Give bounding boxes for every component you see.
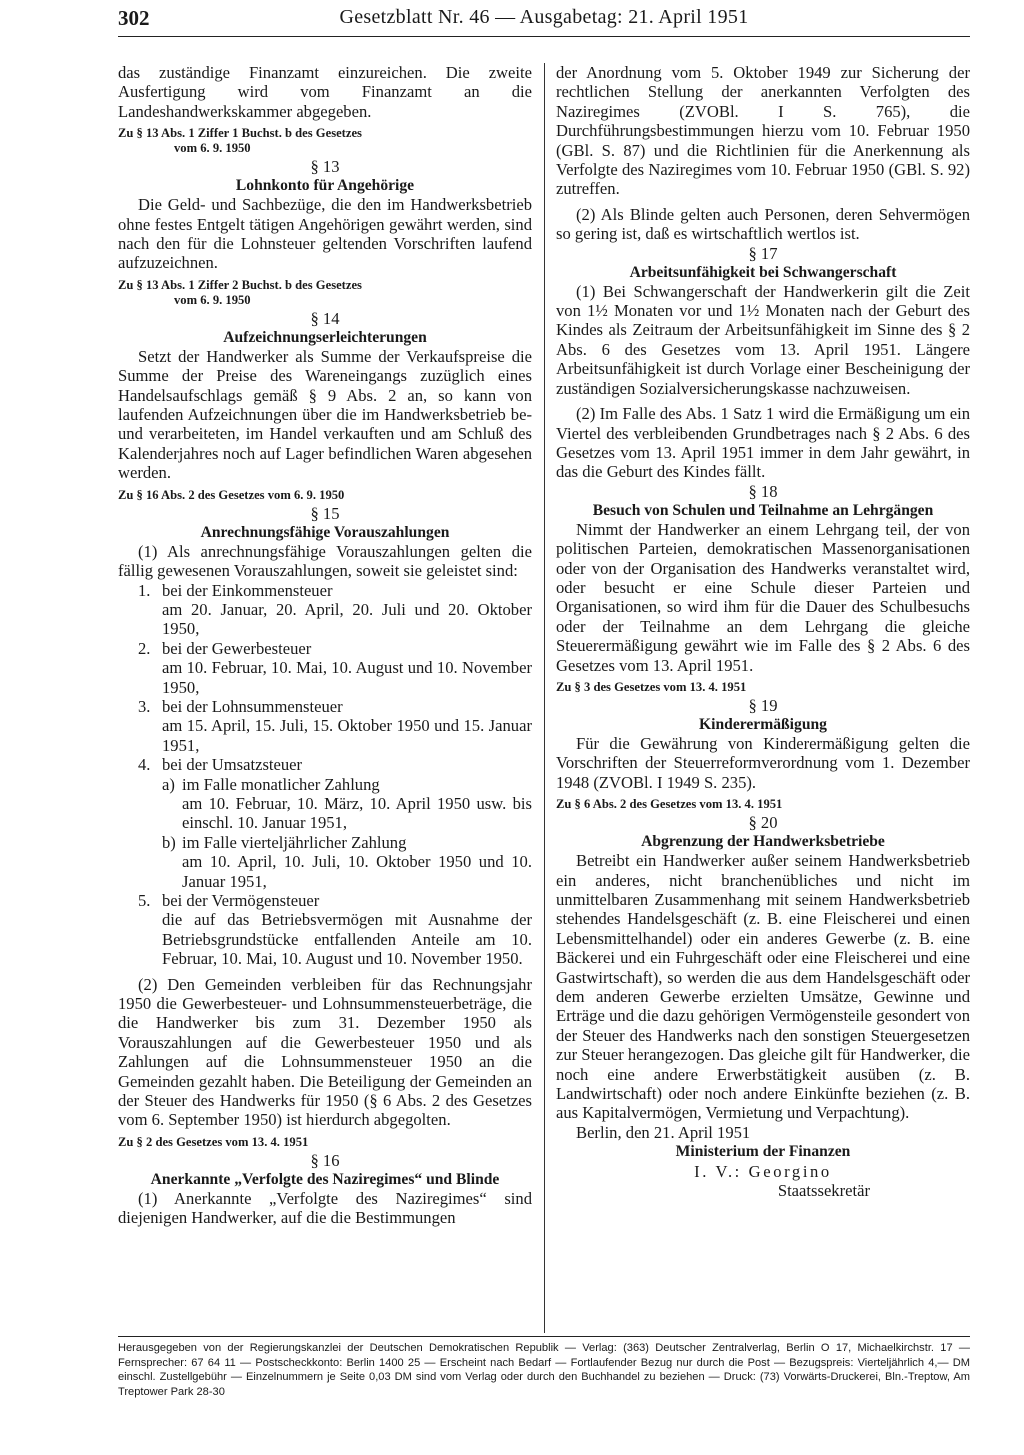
paragraph: Die Geld- und Sachbezüge, die den im Handwerksbetrieb ohne festes Entgelt tätigen Angehörigen gewährt werden, sind nach den für die Lohnsteuer geltenden Vorschriften laufend aufzuzeichnen. [118,195,532,273]
section-number: § 18 [748,481,778,501]
list-item: 2. bei der Gewerbesteuer [138,638,312,658]
sub-list-item-text: am 10. April, 10. Juli, 10. Oktober 1950 und 10. Januar 1951, [182,852,532,891]
list-item: 3. bei der Lohnsummensteuer [138,696,343,716]
list-item-text: am 10. Februar, 10. Mai, 10. August und 10. November 1950, [162,658,532,697]
section-number: § 16 [310,1150,340,1170]
publisher-footer [118,1341,970,1399]
section-reference: Zu § 13 Abs. 1 Ziffer 2 Buchst. b des Gesetzes vom 6. 9. 1950 [118,277,362,307]
section-title: Arbeitsunfähigkeit bei Schwangerschaft [629,263,897,281]
list-item-text: am 20. Januar, 20. April, 20. Juli und 20. Oktober 1950, [162,599,532,639]
section-title: Anrechnungsfähige Vorauszahlungen [200,523,450,541]
sub-list-item: a) im Falle monatlicher Zahlung [162,774,380,794]
paragraph: (1) Bei Schwangerschaft der Handwerkerin gilt die Zeit von 1½ Monaten vor und 1½ Monaten nach der Geburt des Kindes als Zeitraum der Arbeitsunfähigkeit im Sinne des § 2 Abs. 6 des Gesetzes vom 13. April 1951. Längere Arbeitsunfähigkeit ist durch Vorlage einer Bescheinigung der zuständigen Sozialversicherungskasse nachzuweisen. [556,281,970,398]
section-reference: Zu § 2 des Gesetzes vom 13. 4. 1951 [118,1134,309,1149]
page-number: 302 [118,6,150,30]
section-number: § 13 [310,157,340,177]
list-item-text: die auf das Betriebsvermögen mit Ausnahme der Betriebsgrundstücke entfallenden Anteile am 10. Februar, 10. Mai, 10. August und 10. November 1950. [162,910,532,969]
section-title: Aufzeichnungserleichterungen [223,328,427,346]
paragraph: das zuständige Finanzamt einzureichen. Die zweite Ausfertigung wird vom Finanzamt an die Landeshandwerkskammer abgegeben. [118,63,532,121]
paragraph: (2) Den Gemeinden verbleiben für das Rechnungsjahr 1950 die Gewerbesteuer- und Lohnsummensteuerbeträge, die die Handwerker bis zum 31. Dezember 1950 als Vorauszahlungen auf die Gewerbesteuer 1950 und als Zahlungen auf die Lohnsummensteuer 1950 an die Gemeinden gezahlt haben. Die Beteiligung der Gemeinden an der Steuer des Handwerks für 1950 (§ 6 Abs. 2 des Gesetzes vom 6. September 1950) ist hierdurch abgegolten. [118,974,532,1130]
paragraph: Betreibt ein Handwerker außer seinem Handwerksbetrieb ein anderes, nicht branchenübliches und nicht im unmittelbaren Zusammenhang mit seinem Handwerksbetrieb stehendes Handelsgeschäft (z. B. eine Fleischerei und einen Lebensmittelhandel) oder ein anderes Gewerbe (z. B. eine Bäckerei und ein Fuhrgeschäft oder eine Fleischerei und eine Gastwirtschaft), so werden die aus dem Handelsgeschäft oder dem anderen Gewerbe erzielten Umsätze, Gewinne und Erträge und die dazu gehörigen Vermögensteile gesondert von der Steuer des Handwerks nach den sonstigen Steuergesetzen zur Steuer herangezogen. Das gleiche gilt für Handwerker, die noch eine andere Erwerbstätigkeit ausüben (z. B. Landwirtschaft) oder noch andere Einkünfte beziehen (z. B. aus Kapitalvermögen, Vermietung und Verpachtung). [556,851,971,1123]
section-title: Kinderermäßigung [699,715,827,733]
section-reference: Zu § 6 Abs. 2 des Gesetzes vom 13. 4. 1951 [556,797,783,812]
ministry-name: Ministerium der Finanzen [675,1143,851,1161]
section-title: Besuch von Schulen und Teilnahme an Lehrgängen [592,501,934,519]
paragraph: (2) Als Blinde gelten auch Personen, deren Sehvermögen so gering ist, daß es wirtschaftlich wertlos ist. [556,204,970,244]
header-rule [118,36,970,37]
section-reference: Zu § 16 Abs. 2 des Gesetzes vom 6. 9. 1950 [118,487,345,502]
paragraph: (1) Anerkannte „Verfolgte des Naziregimes“ sind diejenigen Handwerker, auf die die Bestimmungen [118,1188,532,1228]
paragraph: Für die Gewährung von Kinderermäßigung gelten die Vorschriften der Steuerreformverordnung vom 1. Dezember 1948 (ZVOBl. I 1949 S. 235). [556,733,970,792]
page-header [118,6,970,36]
paragraph: (1) Als anrechnungsfähige Vorauszahlungen gelten die fällig gewesenen Vorauszahlungen, soweit sie geleistet sind: [118,541,532,581]
footer-text: Herausgegeben von der Regierungskanzlei der Deutschen Demokratischen Republik — Verlag: (363) Deutscher Zentralverlag, Berlin O 17, Michaelkirchstr. 17 — Fernsprecher: 67 64 11 — Postscheckkonto: Berlin 1400 25 — Erscheint nach Bedarf — Fortlaufender Bezug nur durch die Post — Bezugspreis: Vierteljährlich 4,— DM einschl. Zustellgebühr — Einzelnummern je Seite 0,03 DM sind vom Verlag oder durch den Buchhandel zu beziehen — Druck: (73) Vorwärts-Druckerei, Bln.-Treptow, Am Treptower Park 28-30 [118,1342,970,1398]
signer-name: I. V.: Georgino [694,1161,832,1181]
signer-title: Staatssekretär [777,1181,870,1201]
column-divider [544,63,545,1333]
footer-rule [118,1336,970,1337]
section-title: Lohnkonto für Angehörige [235,177,415,195]
list-item-text: am 15. April, 15. Juli, 15. Oktober 1950 und 15. Januar 1951, [162,716,532,755]
right-column [556,63,970,1201]
section-reference: Zu § 13 Abs. 1 Ziffer 1 Buchst. b des Gesetzes vom 6. 9. 1950 [118,126,362,156]
section-number: § 19 [748,695,778,715]
list-item: 1. bei der Einkommensteuer [138,580,333,600]
list-item: 5. bei der Vermögensteuer [138,891,320,910]
left-column [118,63,532,1228]
section-reference: Zu § 3 des Gesetzes vom 13. 4. 1951 [556,679,747,694]
place-date: Berlin, den 21. April 1951 [576,1122,751,1142]
paragraph: Setzt der Handwerker als Summe der Verkaufspreise die Summe der Preise des Wareneingangs zuzüglich eines Handelsaufschlags gemäß § 9 Abs. 2 an, so kann von laufenden Aufzeichnungen über die im Handwerksbetrieb be- und verarbeiteten, im Handel verkauften und am Schluß des Kalenderjahres noch auf Lager befindlichen Waren abgesehen werden. [118,346,532,483]
list-item: 4. bei der Umsatzsteuer [138,755,303,775]
section-title: Abgrenzung der Handwerksbetriebe [641,833,885,851]
section-number: § 20 [748,813,778,833]
section-number: § 15 [310,503,340,523]
paragraph: (2) Im Falle des Abs. 1 Satz 1 wird die Ermäßigung um ein Viertel des verbleibenden Grundbetrages nach § 2 Abs. 6 des Gesetzes vom 13. April 1951 immer in dem Jahr gewährt, in das die Geburt des Kindes fällt. [556,404,970,482]
section-number: § 17 [748,243,778,263]
gazette-title: Gesetzblatt Nr. 46 — Ausgabetag: 21. April 1951 [339,6,749,28]
section-number: § 14 [310,308,340,328]
paragraph: Nimmt der Handwerker an einem Lehrgang teil, der von politischen Parteien, demokratischen Massenorganisationen oder von der Organisation des Handwerks veranstaltet wird, oder besucht er eine Schule dieser Parteien und Organisationen, so wird ihm für die Dauer des Schulbesuchs oder der Teilnahme an dem Lehrgang die gleiche Steuerermäßigung gewährt wie im Falle des § 2 Abs. 6 des Gesetzes vom 13. April 1951. [556,519,970,675]
paragraph: der Anordnung vom 5. Oktober 1949 zur Sicherung der rechtlichen Stellung der anerkannten Verfolgten des Naziregimes (ZVOBl. I S. 765), die Durchführungsbestimmungen hierzu vom 10. Februar 1950 (GBl. S. 87) und die Richtlinien für die Anerkennung als Verfolgte des Naziregimes vom 10. Februar 1950 (GBl. S. 92) zutreffen. [556,63,970,199]
sub-list-item-text: am 10. Februar, 10. März, 10. April 1950 usw. bis einschl. 10. Januar 1951, [182,793,532,833]
section-title: Anerkannte „Verfolgte des Naziregimes“ und Blinde [150,1170,500,1188]
sub-list-item: b) im Falle vierteljährlicher Zahlung [162,832,407,852]
